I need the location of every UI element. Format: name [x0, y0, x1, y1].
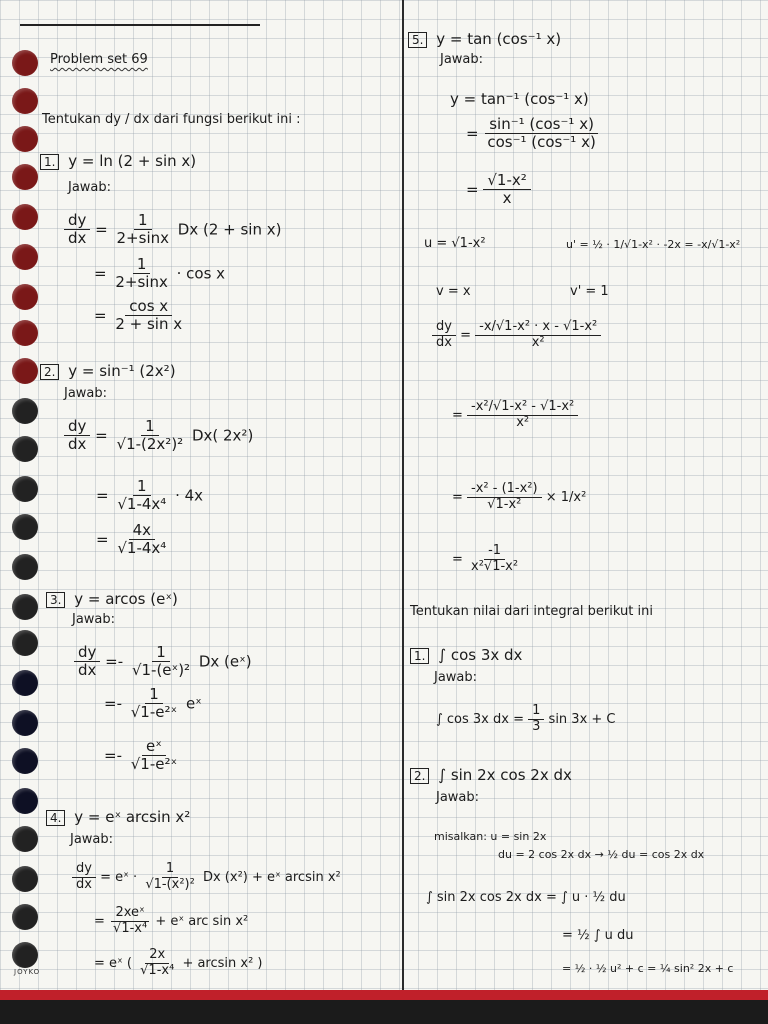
- solution-line: = $\frac{\text{sin⁻¹ (cos⁻¹ x)}}{\text{cos⁻¹ (cos⁻¹ x)}}$: [466, 116, 600, 152]
- problem-4: [46, 808, 190, 826]
- solution-line: ∫ sin 2x cos 2x dx = ∫ u · ½ du: [426, 890, 626, 905]
- problem-5: [408, 30, 561, 48]
- binder-hole: [12, 942, 38, 968]
- binder-hole: [12, 904, 38, 930]
- problem-number: 1.: [410, 648, 429, 664]
- problem-question: ∫ sin 2x cos 2x dx: [438, 766, 572, 784]
- integral-instruction: Tentukan nilai dari integral berikut ini: [410, 604, 653, 619]
- fraction: $\frac{\text{cos x}}{\text{2 + sin x}}$: [115, 297, 183, 334]
- v-derivative: v' = 1: [570, 284, 609, 299]
- u-derivative: u' = ½ · 1/√1-x² · -2x = -x/√1-x²: [566, 238, 741, 251]
- answer-label: Jawab:: [436, 790, 480, 805]
- problem-1: [40, 152, 196, 170]
- solution-line: $\frac{dy}{dx}$ = $\frac{1}{\text{√1-(2x²)²}}$ Dx( 2x²): [64, 418, 253, 454]
- binder-hole: [12, 670, 38, 696]
- solution-line: = $\frac{\text{-x²/√1-x² - √1-x²}}{\text{x²}}$: [452, 400, 578, 431]
- dydx-fraction: $\frac{dy}{dx}$: [432, 320, 456, 351]
- fraction: $\frac{1}{2+\sin x}$: [115, 255, 168, 292]
- solution-line: = $\frac{\text{-x² - (1-x²)}}{\text{√1-x²}}$ × 1/x²: [452, 481, 587, 512]
- fraction: $\frac{-1}{\text{x²√1-x²}}$: [471, 543, 519, 574]
- solution-line: = eˣ ( $\frac{2x}{\text{√1-x⁴}}$ + arcsin x² ): [94, 947, 263, 978]
- solution-line: = ½ · ½ u² + c = ¼ sin² 2x + c: [562, 962, 734, 975]
- problem-question: y = eˣ arcsin x²: [74, 808, 191, 826]
- binder-hole: [12, 284, 38, 310]
- dydx-fraction: $\frac{dy}{dx}$: [74, 644, 100, 680]
- solution-line: = $\frac{4x}{\text{√1-4x⁴}}$: [96, 522, 170, 558]
- fraction: $\frac{1}{3}$: [528, 704, 544, 735]
- solution-line: $\frac{dy}{dx}$ = $\frac{\text{-x/√1-x² · x - √1-x²}}{\text{x²}}$: [432, 320, 601, 351]
- v-definition: v = x: [436, 284, 471, 299]
- binder-hole: [12, 476, 38, 502]
- problem-number: 2.: [40, 364, 59, 380]
- binder-hole: [12, 710, 38, 736]
- fraction: $\frac{4x}{\text{√1-4x⁴}}$: [117, 521, 167, 558]
- binder-hole: [12, 788, 38, 814]
- dydx-fraction: $\frac{dy}{dx}$: [64, 212, 90, 248]
- brand-logo: JOYKO: [14, 968, 41, 976]
- center-margin-line: [402, 0, 404, 992]
- fraction: $\frac{1}{\text{√1-(2x²)²}}$: [116, 417, 184, 454]
- dydx-fraction: $\frac{dy}{dx}$: [72, 862, 96, 893]
- fraction: $\frac{2x}{\text{√1-x⁴}}$: [140, 947, 175, 978]
- solution-line: = $\frac{\text{cos x}}{\text{2 + sin x}}$: [94, 298, 186, 334]
- solution-line: = ½ ∫ u du: [562, 928, 634, 943]
- answer-label: Jawab:: [68, 180, 112, 195]
- fraction: $\frac{\text{-x²/√1-x² - √1-x²}}{\text{x²}}$: [467, 400, 578, 431]
- binder-hole: [12, 398, 38, 424]
- substitution-line: du = 2 cos 2x dx → ½ du = cos 2x dx: [498, 848, 705, 861]
- problem-question: y = arcos (eˣ): [74, 590, 178, 608]
- binder-hole: [12, 748, 38, 774]
- dydx-fraction: $\frac{dy}{dx}$: [64, 418, 90, 454]
- fraction: $\frac{\text{2xeˣ}}{\text{√1-x⁴}}$: [113, 905, 148, 936]
- answer-label: Jawab:: [64, 386, 108, 401]
- binder-hole: [12, 204, 38, 230]
- solution-line: = $\frac{1}{\text{√1-4x⁴}}$ · 4x: [96, 477, 204, 514]
- answer-label: Jawab:: [434, 670, 478, 685]
- binder-hole: [12, 554, 38, 580]
- solution-line: ∫ cos 3x dx = $\frac{1}{3}$ sin 3x + C: [436, 703, 616, 734]
- answer-label: Jawab:: [440, 52, 484, 67]
- problem-3: [46, 590, 178, 608]
- answer-label: Jawab:: [72, 612, 116, 627]
- binder-hole: [12, 866, 38, 892]
- binder-hole: [12, 436, 38, 462]
- problem-question: y = sin⁻¹ (2x²): [68, 362, 176, 380]
- problem-2: [40, 362, 176, 380]
- binder-hole: [12, 594, 38, 620]
- fraction: $\frac{1}{2+\sin x}$: [116, 211, 169, 248]
- top-rule: [20, 24, 260, 26]
- solution-line: y = tan⁻¹ (cos⁻¹ x): [450, 90, 589, 108]
- solution-line: = $\frac{-1}{\text{x²√1-x²}}$: [452, 544, 522, 575]
- solution-line: $\frac{dy}{dx}$ = $\frac{1}{2+\sin x}$ Dx (2 + sin x): [64, 212, 281, 248]
- fraction: $\frac{\text{-x/√1-x² · x - √1-x²}}{\text{x²}}$: [475, 320, 601, 351]
- binder-hole: [12, 630, 38, 656]
- binder-hole: [12, 826, 38, 852]
- binder-hole: [12, 514, 38, 540]
- binder-hole: [12, 88, 38, 114]
- answer-label: Jawab:: [70, 832, 114, 847]
- fraction: $\frac{\text{-x² - (1-x²)}}{\text{√1-x²}}$: [467, 482, 542, 513]
- binder-hole: [12, 358, 38, 384]
- binder-hole: [12, 164, 38, 190]
- problem-number: 1.: [40, 154, 59, 170]
- solution-line: $\frac{dy}{dx}$ = eˣ · $\frac{1}{\text{√1-(x²)²}}$ Dx (x²) + eˣ arcsin x²: [72, 862, 341, 893]
- integral-1: [410, 646, 522, 664]
- binder-hole: [12, 126, 38, 152]
- fraction: $\frac{1}{\text{√1-4x⁴}}$: [117, 477, 167, 514]
- fraction: $\frac{1}{\text{√1-(x²)²}}$: [145, 861, 195, 892]
- problem-question: ∫ cos 3x dx: [438, 646, 523, 664]
- fraction: $\frac{\text{eˣ}}{\text{√1-e²ˣ}}$: [130, 737, 178, 774]
- solution-line: = $\frac{\text{2xeˣ}}{\text{√1-x⁴}}$ + eˣ arc sin x²: [94, 905, 249, 936]
- problem-question: y = tan (cos⁻¹ x): [436, 30, 562, 48]
- problem-question: y = ln (2 + sin x): [68, 152, 197, 170]
- solution-line: = $\frac{\text{√1-x²}}{x}$: [466, 172, 531, 208]
- problem-number: 2.: [410, 768, 429, 784]
- integral-2: [410, 766, 572, 784]
- bottom-dark-strip: [0, 1000, 768, 1024]
- binder-hole: [12, 244, 38, 270]
- binder-hole: [12, 50, 38, 76]
- fraction: $\frac{1}{\text{√1-e²ˣ}}$: [130, 685, 178, 722]
- binder-hole: [12, 320, 38, 346]
- fraction: $\frac{1}{\text{√1-(eˣ)²}}$: [131, 643, 191, 680]
- solution-line: =- $\frac{1}{\text{√1-e²ˣ}}$ eˣ: [104, 685, 202, 722]
- substitution-line: misalkan: u = sin 2x: [434, 830, 547, 843]
- solution-line: = $\frac{1}{2+\sin x}$ · cos x: [94, 255, 226, 292]
- u-definition: u = √1-x²: [424, 236, 486, 251]
- solution-line: $\frac{dy}{dx}$ =- $\frac{1}{\text{√1-(eˣ)²}}$ Dx (eˣ): [74, 644, 252, 680]
- problem-number: 3.: [46, 592, 65, 608]
- fraction: $\frac{\text{√1-x²}}{x}$: [483, 172, 530, 208]
- problem-number: 4.: [46, 810, 65, 826]
- fraction: $\frac{\text{sin⁻¹ (cos⁻¹ x)}}{\text{cos⁻¹ (cos⁻¹ x)}}$: [483, 116, 599, 152]
- problem-number: 5.: [408, 32, 427, 48]
- derivative-instruction: Tentukan dy / dx dari fungsi berikut ini :: [42, 112, 301, 127]
- page-title: Problem set 69: [50, 52, 148, 67]
- solution-line: =- $\frac{\text{eˣ}}{\text{√1-e²ˣ}}$: [104, 738, 181, 774]
